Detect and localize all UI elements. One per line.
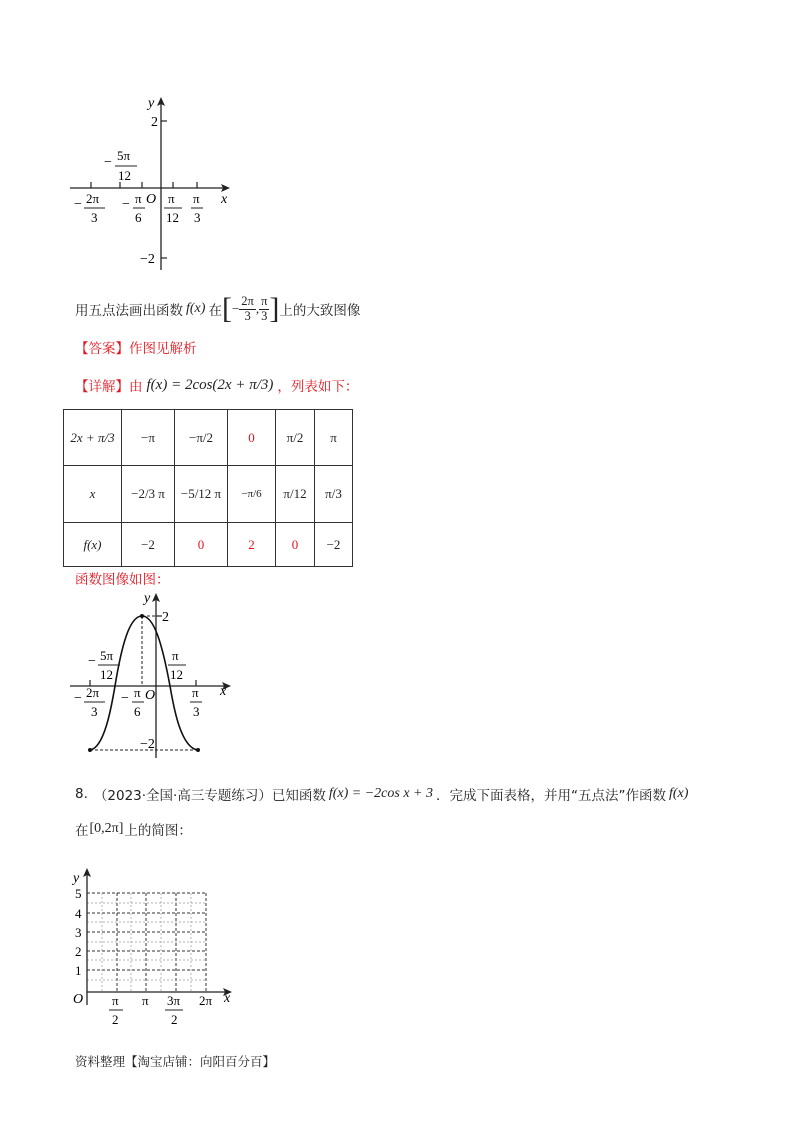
problem-8-line-2: [75, 818, 192, 840]
y-tick-1: 1: [75, 963, 82, 978]
svg-text:π: π: [172, 648, 179, 663]
svg-text:−: −: [74, 691, 82, 706]
table-cell: π/12: [276, 466, 315, 523]
svg-text:π: π: [112, 993, 119, 1008]
svg-text:6: 6: [134, 704, 141, 719]
problem-interval: [0,2π]: [89, 821, 124, 836]
instruction-text-mid: 在: [208, 303, 222, 319]
table-row: [64, 523, 353, 567]
problem-line2-prefix: 在: [75, 823, 89, 839]
svg-text:2π: 2π: [86, 191, 100, 206]
svg-text:5π: 5π: [100, 648, 114, 663]
y-tick-3: 3: [75, 925, 82, 940]
instruction-func: f(x): [186, 301, 206, 316]
problem-source: （2023·全国·高三专题练习）: [93, 788, 272, 804]
table-cell: −5/12 π: [175, 466, 228, 523]
table-cell: 0: [228, 410, 276, 466]
svg-text:3: 3: [91, 704, 98, 719]
grid-figure-3: [65, 860, 245, 1030]
svg-text:−: −: [121, 691, 129, 706]
table-header-2x: 2x + π/3: [64, 410, 122, 466]
answer-bracket: 【答案】: [75, 341, 129, 357]
svg-text:3π: 3π: [167, 993, 181, 1008]
instruction-interval: [ − $\frac{2\pi}{3}$ , $\frac{\pi}{3}$ ]: [221, 292, 280, 325]
origin-label: O: [145, 688, 156, 703]
problem-text-2: ．完成下面表格，并用“五点法”作函数: [436, 788, 666, 804]
svg-text:π: π: [134, 685, 141, 700]
answer-line: [75, 337, 197, 357]
table-cell: 0: [276, 523, 315, 567]
detail-bracket: 【详解】: [75, 379, 129, 395]
table-cell: 2: [228, 523, 276, 567]
answer-text: 作图见解析: [129, 341, 197, 357]
origin-label: O: [73, 992, 84, 1007]
instruction-text-after: 上的大致图像: [279, 303, 361, 319]
detail-text-after: ，列表如下：: [277, 379, 359, 395]
x-axis-label: x: [224, 991, 231, 1006]
y-tick-2: 2: [75, 944, 82, 959]
y-tick-2: 2: [162, 610, 169, 625]
svg-text:−: −: [74, 197, 82, 212]
footer-source: 资料整理【淘宝店铺：向阳百分百】: [75, 1054, 276, 1069]
problem-line2-suffix: 上的简图：: [124, 823, 192, 839]
svg-text:2π: 2π: [199, 993, 213, 1008]
table-cell: −2/3 π: [122, 466, 175, 523]
y-axis-label: y: [73, 871, 80, 886]
svg-text:−: −: [122, 197, 130, 212]
svg-text:π: π: [168, 191, 175, 206]
svg-text:π: π: [193, 191, 200, 206]
y-tick-neg2: −2: [140, 252, 155, 267]
y-tick-4: 4: [75, 906, 82, 921]
y-tick-neg2: −2: [140, 737, 155, 752]
svg-text:2: 2: [112, 1012, 119, 1027]
svg-text:12: 12: [100, 667, 113, 682]
y-tick-5: 5: [75, 886, 82, 901]
table-header-fx: f(x): [64, 523, 122, 567]
svg-text:π: π: [135, 191, 142, 206]
svg-text:−: −: [88, 654, 96, 669]
table-cell: −π: [122, 410, 175, 466]
problem-number: 8.: [75, 786, 88, 802]
svg-text:2: 2: [171, 1012, 178, 1027]
detail-text-before: 由: [129, 379, 143, 395]
table-cell: −π/6: [228, 466, 276, 523]
svg-text:π: π: [192, 685, 199, 700]
y-axis-label: y: [144, 591, 151, 606]
svg-text:12: 12: [166, 210, 179, 225]
axes-figure-1: [60, 92, 250, 277]
curve-point: [196, 748, 200, 752]
value-table: [63, 409, 353, 567]
problem-text-1: 已知函数: [271, 788, 326, 804]
svg-text:3: 3: [91, 210, 98, 225]
x-axis-label: x: [220, 684, 227, 699]
origin-label: O: [146, 192, 157, 207]
y-tick-2: 2: [151, 115, 158, 130]
table-row: [64, 466, 353, 523]
detail-formula: f(x) = 2cos(2x + π/3): [146, 376, 274, 393]
cosine-graph-figure-2: [60, 588, 250, 763]
svg-text:3: 3: [193, 704, 200, 719]
svg-text:−: −: [104, 155, 112, 170]
curve-point: [140, 614, 144, 618]
graph-caption: 函数图像如图：: [75, 572, 170, 588]
instruction-line: [75, 289, 360, 329]
problem-8-line-1: [75, 782, 688, 806]
y-axis-label: y: [148, 96, 155, 111]
table-cell: −π/2: [175, 410, 228, 466]
svg-text:2π: 2π: [86, 685, 100, 700]
table-row: [64, 410, 353, 466]
table-cell: 0: [175, 523, 228, 567]
detail-line: [75, 367, 358, 403]
svg-text:12: 12: [170, 667, 183, 682]
svg-text:3: 3: [194, 210, 201, 225]
table-cell: −2: [122, 523, 175, 567]
svg-text:12: 12: [118, 168, 131, 183]
curve-point: [88, 748, 92, 752]
svg-text:6: 6: [135, 210, 142, 225]
cosine-curve: [90, 616, 198, 750]
instruction-text-before: 用五点法画出函数: [75, 303, 183, 319]
x-axis-label: x: [221, 192, 228, 207]
problem-func: f(x): [669, 786, 689, 801]
table-cell: π/2: [276, 410, 315, 466]
svg-text:π: π: [142, 993, 149, 1008]
problem-formula: f(x) = −2cos x + 3: [328, 786, 433, 801]
svg-text:5π: 5π: [117, 148, 131, 163]
table-cell: −2: [315, 523, 353, 567]
table-cell: π/3: [315, 466, 353, 523]
table-header-x: x: [64, 466, 122, 523]
table-cell: π: [315, 410, 353, 466]
